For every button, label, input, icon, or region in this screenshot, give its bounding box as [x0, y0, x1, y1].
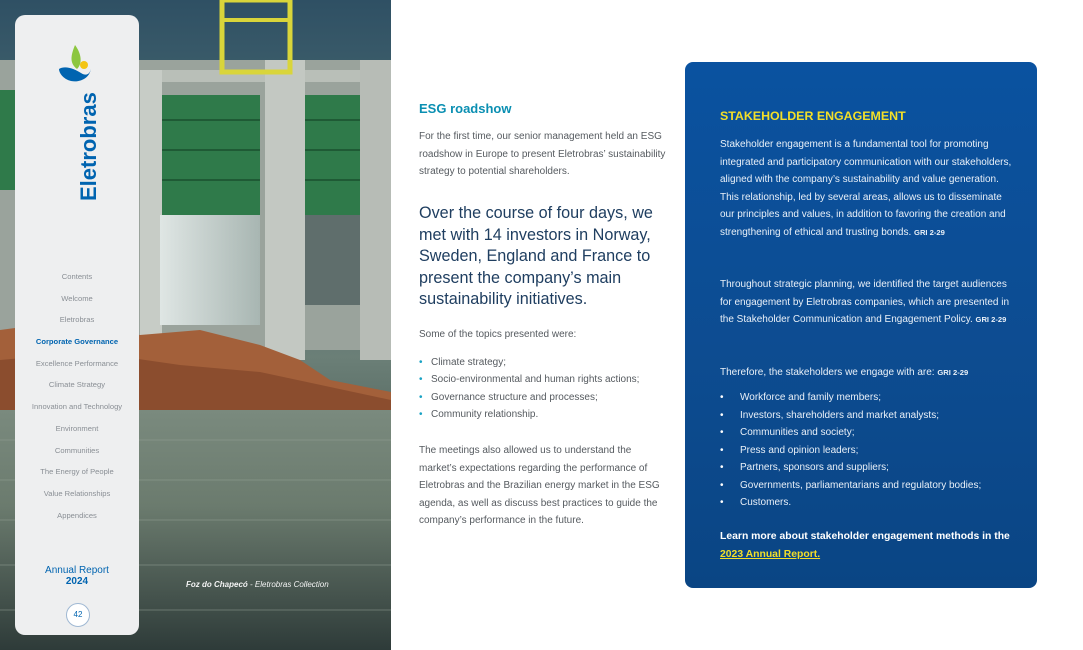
topics-lead: Some of the topics presented were: — [419, 329, 577, 340]
caption-credit: - Eletrobras Collection — [247, 580, 329, 589]
learn-more-text: Learn more about stakeholder engagement methods in the — [720, 531, 1010, 542]
engagement-title: STAKEHOLDER ENGAGEMENT — [720, 109, 906, 123]
eletrobras-logo-icon[interactable] — [57, 43, 93, 88]
engagement-paragraph-2 — [720, 276, 1012, 329]
engagement-p2-text: Throughout strategic planning, we identified the target audiences for engagement by Eletrobras companies, which are presented in the Stakeholder Communication and Engagement Policy. — [720, 279, 1010, 326]
photo-caption — [186, 580, 329, 589]
nav-item-corporate-governance[interactable]: Corporate Governance — [35, 337, 119, 347]
list-item: • Socio-environmental and human rights actions; — [419, 371, 679, 388]
annual-report-year: 2024 — [65, 576, 89, 587]
gri-tag: GRI 2-29 — [937, 368, 969, 377]
caption-place: Foz do Chapecó — [186, 580, 248, 589]
engagement-paragraph-3 — [720, 364, 1012, 382]
sidebar-nav — [15, 266, 139, 526]
list-item: • Communities and society; — [720, 424, 1020, 442]
page-number: 42 — [66, 603, 90, 627]
nav-item-contents[interactable]: Contents — [61, 272, 93, 281]
nav-item-eletrobras[interactable]: Eletrobras — [59, 315, 95, 325]
annual-report-link[interactable]: 2023 Annual Report. — [720, 548, 821, 560]
engagement-p1-text: Stakeholder engagement is a fundamental tool for promoting integrated and participatory communication with our stakeholders, aligned with the company’s sustainability and value generation. This relationship, led by several areas, allows us to disseminate our principles and values, in addition to favoring the creation and strengthening of ethical and trusting bonds. — [720, 139, 1012, 238]
stakeholder-list — [720, 389, 1020, 512]
sidebar — [15, 15, 139, 635]
stakeholder-engagement-box — [685, 62, 1037, 588]
roadshow-intro: For the first time, our senior management held an ESG roadshow in Europe to present Eletrobras’ sustainability strategy to potential shareholders. — [419, 131, 666, 178]
annual-report-label — [15, 565, 139, 587]
list-item: • Community relationship. — [419, 406, 679, 423]
list-item: • Investors, shareholders and market analysts; — [720, 407, 1020, 425]
roadshow-closing: The meetings also allowed us to understand the market’s expectations regarding the performance of Eletrobras and the Brazilian energy market in the ESG agenda, as well as discuss best practices to guide the company’s performance in the future. — [419, 445, 660, 527]
engagement-paragraph-1 — [720, 136, 1012, 242]
nav-item-environment[interactable]: Environment — [55, 423, 99, 433]
list-item: • Governance structure and processes; — [419, 389, 679, 406]
nav-item-climate-strategy[interactable]: Climate Strategy — [48, 380, 106, 390]
nav-item-excellence-performance[interactable]: Excellence Performance — [35, 358, 119, 368]
logo-wordmark: Eletrobras — [76, 92, 101, 201]
learn-more — [720, 528, 1020, 563]
annual-report-title: Annual Report — [45, 565, 109, 576]
list-item: • Press and opinion leaders; — [720, 442, 1020, 460]
engagement-p3-text: Therefore, the stakeholders we engage with are: — [720, 367, 935, 378]
nav-item-energy-of-people[interactable]: The Energy of People — [40, 467, 114, 477]
roadshow-highlight: Over the course of four days, we met with 14 investors in Norway, Sweden, England and France to present the company’s main sustainability initiatives. — [419, 204, 653, 309]
gri-tag: GRI 2-29 — [914, 227, 945, 237]
list-item: • Climate strategy; — [419, 354, 679, 371]
nav-item-welcome[interactable]: Welcome — [61, 293, 93, 303]
list-item: • Partners, sponsors and suppliers; — [720, 459, 1020, 477]
list-item: • Workforce and family members; — [720, 389, 1020, 407]
nav-item-communities[interactable]: Communities — [54, 445, 100, 455]
nav-item-innovation-technology[interactable]: Innovation and Technology — [31, 402, 123, 412]
topics-list — [419, 354, 679, 424]
nav-item-value-relationships[interactable]: Value Relationships — [43, 488, 111, 498]
list-item: • Governments, parliamentarians and regulatory bodies; — [720, 477, 1020, 495]
gri-tag: GRI 2-29 — [975, 315, 1007, 325]
list-item: • Customers. — [720, 494, 1020, 512]
nav-item-appendices[interactable]: Appendices — [57, 510, 97, 520]
roadshow-heading: ESG roadshow — [419, 101, 512, 116]
